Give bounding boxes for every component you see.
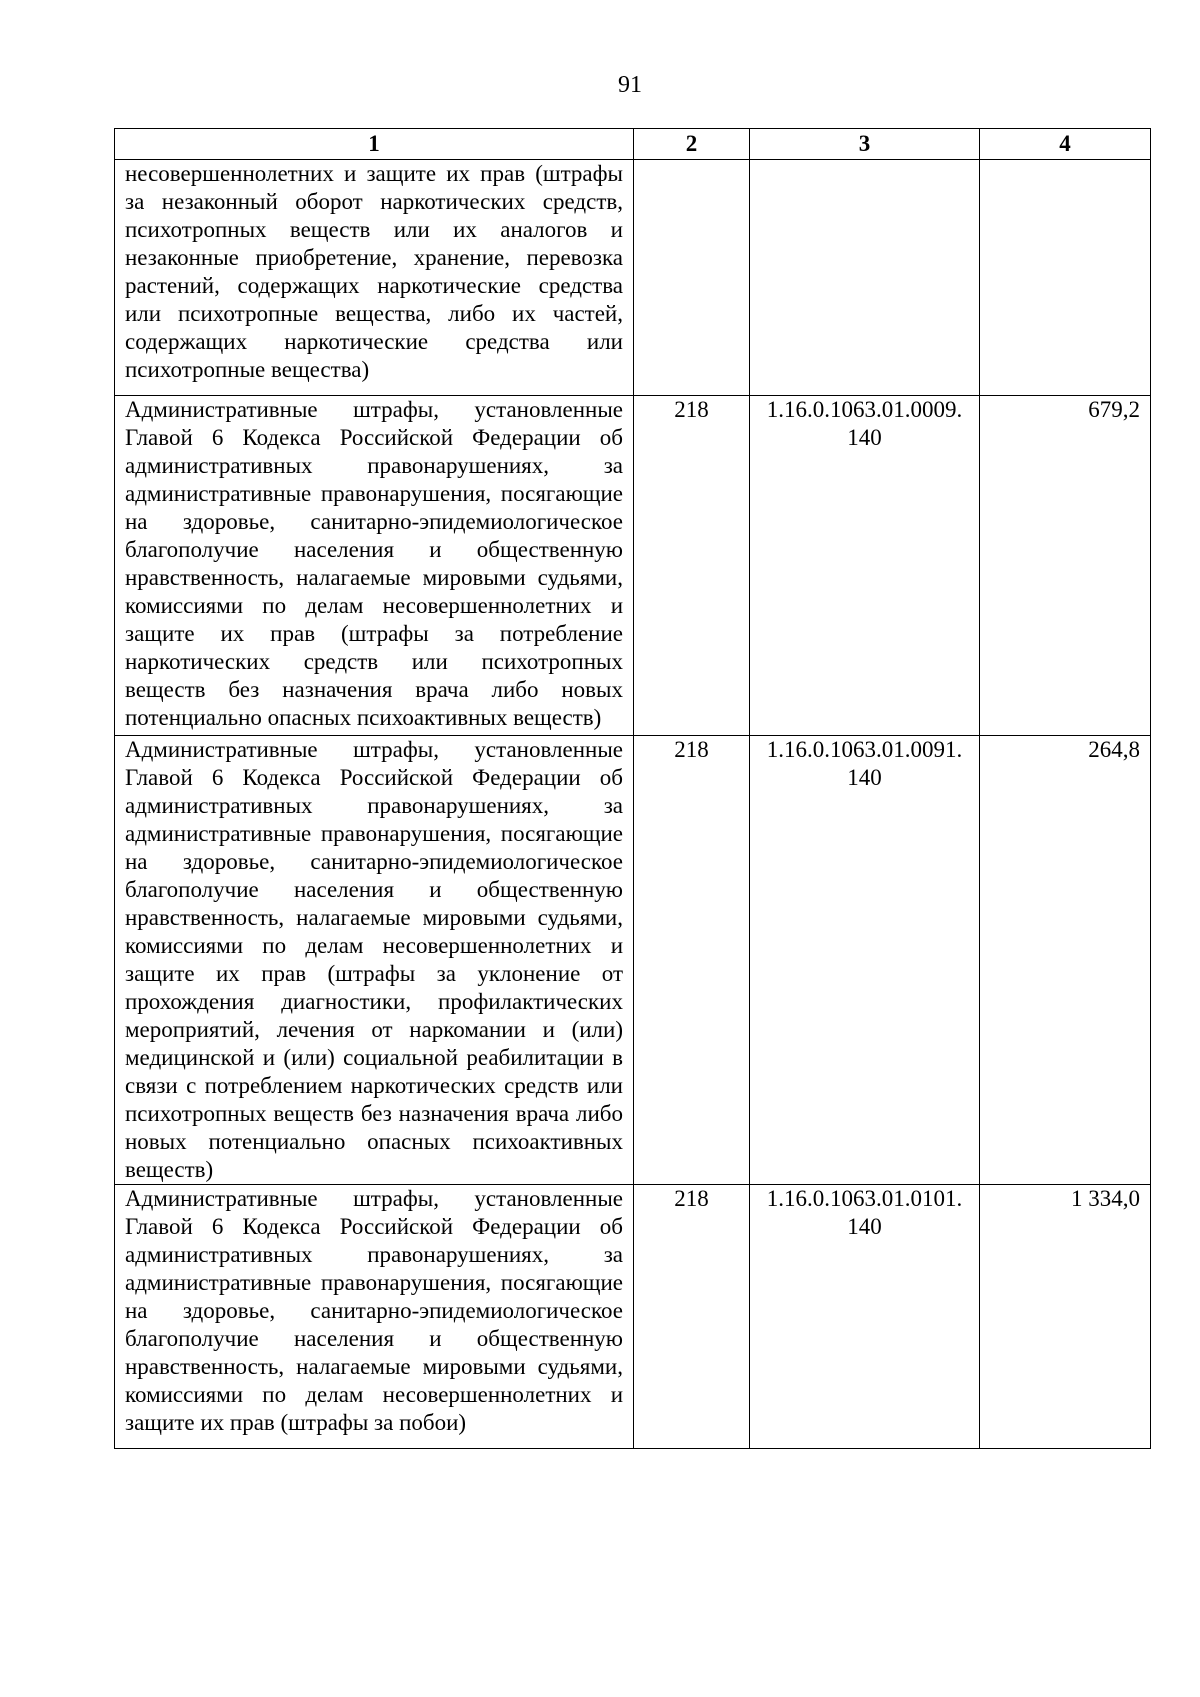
row-name-cell: несовершеннолетних и защите их прав (штрафы за незаконный оборот наркотических средств, психотропных веществ или их аналогов и незаконные приобретение, хранение, перевозка растений, содержащих наркотические средства или психотропные вещества, либо их частей, содержащих наркотические средства или психотропные вещества) [115,160,634,396]
budget-code-line-1: 1.16.0.1063.01.0009. [766,397,963,422]
budget-code-line-2: 140 [847,765,882,790]
table-header [115,129,1151,160]
table-row [115,736,1151,1185]
row-budget-code-cell [750,396,980,736]
row-name-cell: Административные штрафы, установленные Главой 6 Кодекса Российской Федерации об административных правонарушениях, за административные правонарушения, посягающие на здоровье, санитарно-эпидемиологическое благополучие населения и общественную нравственность, налагаемые мировыми судьями, комиссиями по делам несовершеннолетних и защите их прав (штрафы за побои) [115,1185,634,1449]
budget-revenue-table [114,128,1151,1449]
header-col-4: 4 [980,129,1151,160]
row-name-cell: Административные штрафы, установленные Главой 6 Кодекса Российской Федерации об административных правонарушениях, за административные правонарушения, посягающие на здоровье, санитарно-эпидемиологическое благополучие населения и общественную нравственность, налагаемые мировыми судьями, комиссиями по делам несовершеннолетних и защите их прав (штрафы за уклонение от прохождения диагностики, профилактических мероприятий, лечения от наркомании и (или) медицинской и (или) социальной реабилитации в связи с потреблением наркотических средств или психотропных веществ без назначения врача либо новых потенциально опасных психоактивных веществ) [115,736,634,1185]
header-row [115,129,1151,160]
row-admin-code-cell: 218 [634,736,750,1185]
row-admin-code-cell: 218 [634,1185,750,1449]
header-col-3: 3 [750,129,980,160]
row-budget-code-cell [750,1185,980,1449]
page-number: 91 [618,72,642,98]
table-body [115,160,1151,1449]
header-col-2: 2 [634,129,750,160]
row-admin-code-cell [634,160,750,396]
row-amount-cell: 1 334,0 [980,1185,1151,1449]
header-col-1: 1 [115,129,634,160]
row-amount-cell [980,160,1151,396]
row-amount-cell: 679,2 [980,396,1151,736]
budget-code-line-2: 140 [847,1214,882,1239]
budget-code-line-1: 1.16.0.1063.01.0101. [766,1186,963,1211]
budget-code-line-1: 1.16.0.1063.01.0091. [766,737,963,762]
table-row [115,396,1151,736]
row-amount-cell: 264,8 [980,736,1151,1185]
row-admin-code-cell: 218 [634,396,750,736]
row-name-cell: Административные штрафы, установленные Главой 6 Кодекса Российской Федерации об административных правонарушениях, за административные правонарушения, посягающие на здоровье, санитарно-эпидемиологическое благополучие населения и общественную нравственность, налагаемые мировыми судьями, комиссиями по делам несовершеннолетних и защите их прав (штрафы за потребление наркотических средств или психотропных веществ без назначения врача либо новых потенциально опасных психоактивных веществ) [115,396,634,736]
row-budget-code-cell [750,736,980,1185]
table-row [115,160,1151,396]
budget-code-line-2: 140 [847,425,882,450]
row-budget-code-cell [750,160,980,396]
table-row [115,1185,1151,1449]
